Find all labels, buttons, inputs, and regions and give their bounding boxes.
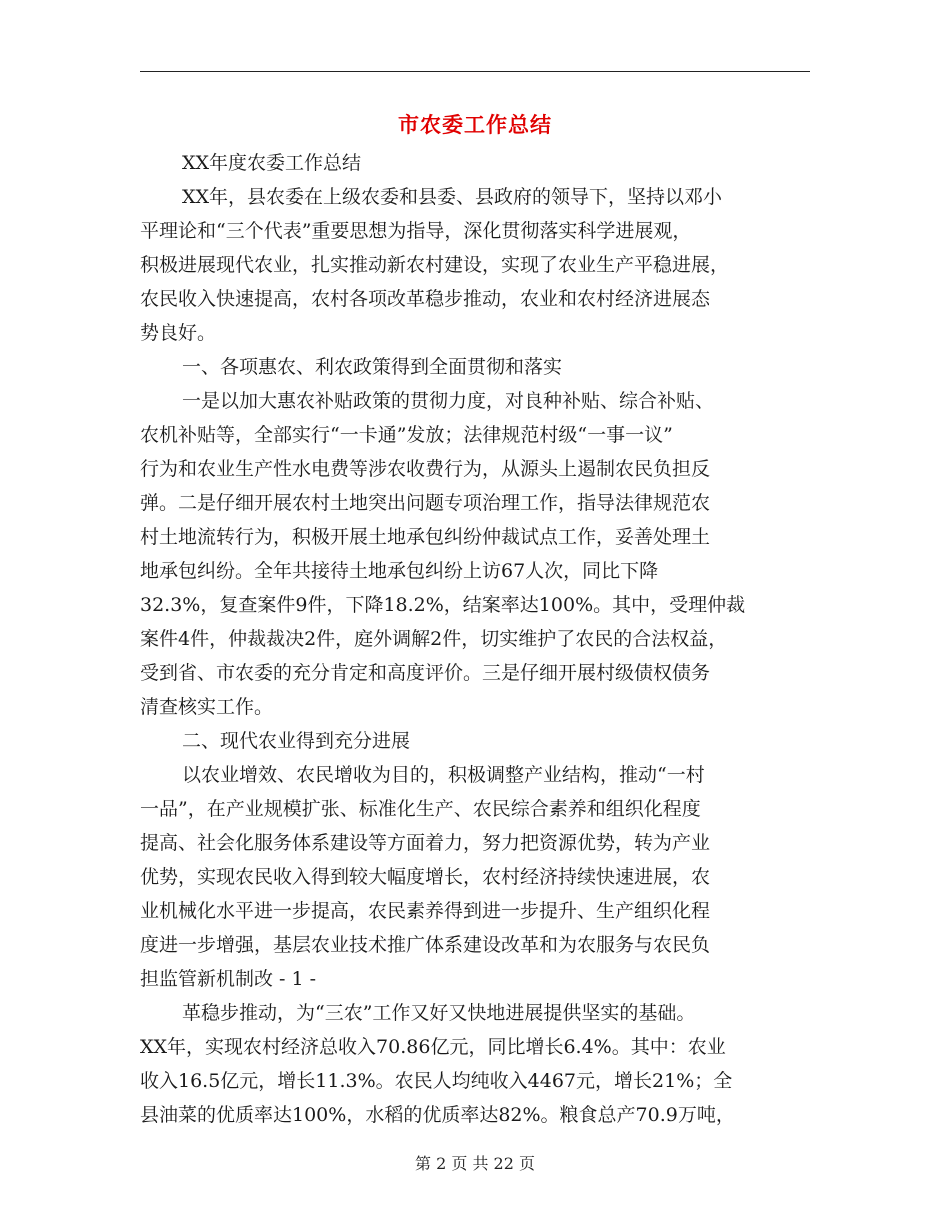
text-line: 地承包纠纷。全年共接待土地承包纠纷上访67人次，同比下降: [140, 560, 659, 582]
text-line: 革稳步推动，为“三农”工作又好又快地进展提供坚实的基础。: [182, 1002, 696, 1024]
text-line: 行为和农业生产性水电费等涉农收费行为，从源头上遏制农民负担反: [140, 458, 711, 480]
text-line: 提高、社会化服务体系建设等方面着力，努力把资源优势，转为产业: [140, 832, 711, 854]
text-line: 度进一步增强，基层农业技术推广体系建设改革和为农服务与农民负: [140, 934, 711, 956]
text-line: 32.3%，复查案件9件，下降18.2%，结案率达100%。其中，受理仲裁: [140, 594, 746, 616]
text-line: 一品”，在产业规模扩张、标准化生产、农民综合素养和组织化程度: [140, 798, 701, 820]
text-line: 收入16.5亿元，增长11.3%。农民人均纯收入4467元，增长21%；全: [140, 1070, 733, 1092]
text-line: 清查核实工作。: [140, 696, 274, 718]
page-number: 第 2 页 共 22 页: [415, 1154, 535, 1173]
document-title: 市农委工作总结: [398, 113, 552, 137]
text-line: 优势，实现农民收入得到较大幅度增长，农村经济持续快速进展，农: [140, 866, 711, 888]
text-line: XX年，县农委在上级农委和县委、县政府的领导下，坚持以邓小: [182, 186, 723, 208]
text-line: 担监管新机制改 - 1 -: [140, 968, 317, 990]
document-body: [140, 146, 810, 1132]
text-line: 农机补贴等，全部实行“一卡通”发放；法律规范村级“一事一议”: [140, 424, 673, 446]
text-line: 弹。二是仔细开展农村土地突出问题专项治理工作，指导法律规范农: [140, 492, 711, 514]
text-line: 二、现代农业得到充分进展: [182, 730, 411, 752]
text-line: 村土地流转行为，积极开展土地承包纠纷仲裁试点工作，妥善处理土: [140, 526, 711, 548]
text-line: XX年，实现农村经济总收入70.86亿元，同比增长6.4%。其中：农业: [140, 1036, 726, 1058]
text-line: 势良好。: [140, 322, 217, 344]
text-line: 积极进展现代农业，扎实推动新农村建设，实现了农业生产平稳进展，: [140, 254, 730, 276]
text-line: 业机械化水平进一步提高，农民素养得到进一步提升、生产组织化程: [140, 900, 711, 922]
text-line: 一、各项惠农、利农政策得到全面贯彻和落实: [182, 356, 563, 378]
text-line: 农民收入快速提高，农村各项改革稳步推动，农业和农村经济进展态: [140, 288, 711, 310]
text-line: 平理论和“三个代表”重要思想为指导，深化贯彻落实科学进展观，: [140, 220, 692, 242]
header-rule: [140, 71, 810, 72]
text-line: 受到省、市农委的充分肯定和高度评价。三是仔细开展村级债权债务: [140, 662, 711, 684]
text-line: XX年度农委工作总结: [182, 152, 362, 174]
text-line: 县油菜的优质率达100%，水稻的优质率达82%。粮食总产70.9万吨，: [140, 1104, 735, 1126]
text-line: 一是以加大惠农补贴政策的贯彻力度，对良种补贴、综合补贴、: [182, 390, 715, 412]
text-line: 案件4件，仲裁裁决2件，庭外调解2件，切实维护了农民的合法权益，: [140, 628, 728, 650]
text-line: 以农业增效、农民增收为目的，积极调整产业结构，推动“一村: [182, 764, 705, 786]
